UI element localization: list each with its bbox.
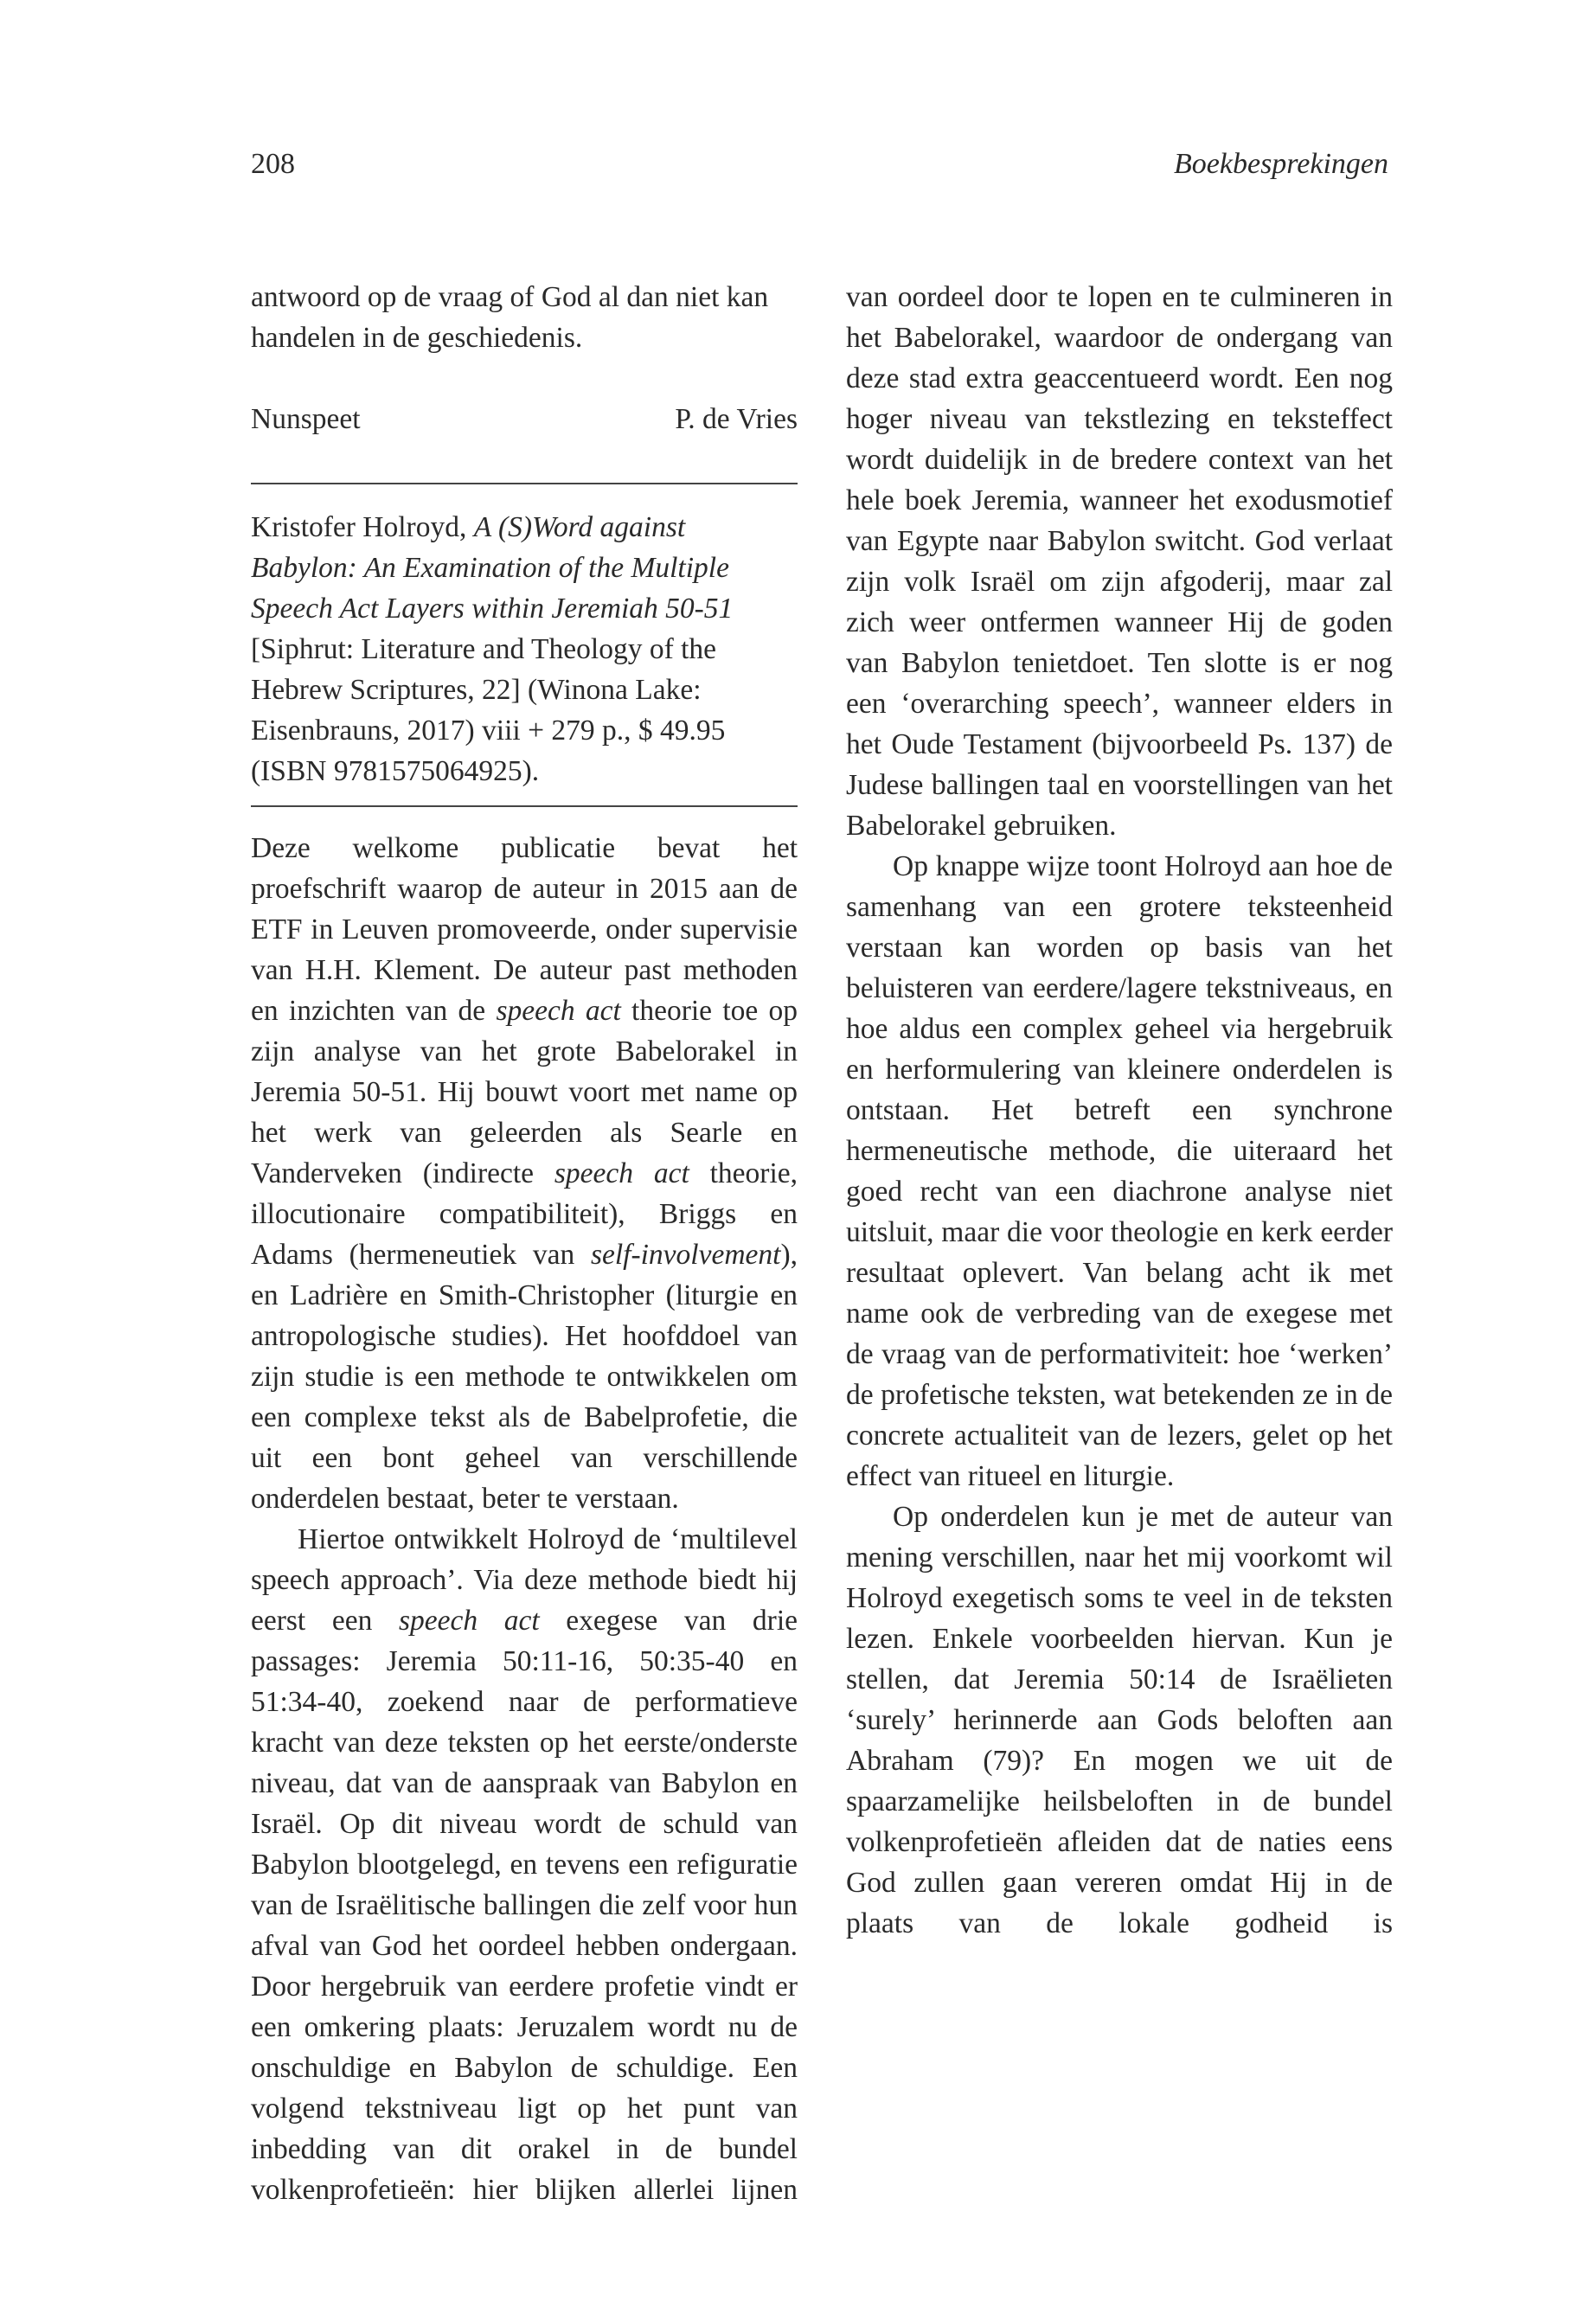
p1-text-g: ), en Ladrière en Smith-Christopher (liturgie en antropologische studies). Het hoofddoel van zijn studie is een methode te ontwikkelen om een complexe tekst als de Babelprofetie, die uit een bont geheel van verschillende onderdelen bestaat, beter te verstaan. bbox=[251, 1239, 798, 1515]
p1-text-e: theorie, illocutionaire compatibiliteit), Briggs en Adams (hermeneutiek van bbox=[251, 1157, 798, 1271]
page-number: 208 bbox=[251, 148, 295, 180]
left-column bbox=[251, 277, 798, 2210]
review-signature bbox=[251, 399, 798, 439]
section-title: Boekbesprekingen bbox=[1174, 148, 1388, 180]
p1-text-a: Deze welkome publicatie bevat het proefschrift waarop de auteur in 2015 aan de ETF in Leuven promoveerde, onder supervisie van H.H. Klement. De auteur past methoden en inzichten van de bbox=[251, 832, 798, 1027]
p2-text-a: Hiertoe ontwikkelt Holroyd de ‘multilevel speech approach’. Via deze methode biedt hij eerst een bbox=[251, 1523, 798, 1637]
bibliographic-entry bbox=[251, 507, 798, 792]
review-paragraph-4: Op onderdelen kun je met de auteur van mening verschillen, naar het mij voorkomt wil Holroyd exegetisch soms te veel in de teksten lezen. Enkele voorbeelden hiervan. Kun je stellen, dat Jeremia 50:14 de Israëlieten ‘surely’ herinnerde aan Gods beloften aan Abraham (79)? En mogen we uit de spaarzamelijke heilsbeloften in de bundel volkenprofetieën afleiden dat de naties eens God zullen gaan vereren omdat Hij in de plaats van de lokale godheid is bbox=[846, 1501, 1393, 1939]
signature-reviewer: P. de Vries bbox=[675, 403, 798, 435]
review-paragraph-1 bbox=[251, 828, 798, 1519]
review-paragraph-2-continued: van oordeel door te lopen en te culmineren in het Babelorakel, waardoor de ondergang van deze stad extra geaccentueerd wordt. Een nog hoger niveau van tekstlezing en teksteffect wordt duidelijk in de bredere context van het hele boek Jeremia, wanneer het exodusmotief van Egypte naar Babylon switcht. God verlaat zijn volk Israël om zijn afgoderij, maar zal zich weer ontfermen wanneer Hij de goden van Babylon tenietdoet. Ten slotte is er nog een ‘overarching speech’, wanneer elders in het Oude Testament (bijvoorbeeld Ps. 137) de Judese ballingen taal en voorstellingen van het Babelorakel gebruiken. bbox=[846, 281, 1393, 842]
signature-place: Nunspeet bbox=[251, 403, 361, 435]
review-paragraph-2-start bbox=[251, 1519, 798, 2210]
review-paragraph-3: Op knappe wijze toont Holroyd aan hoe de samenhang van een grotere teksteenheid verstaan kan worden op basis van het beluisteren van eerdere/lagere tekstniveaus, en hoe aldus een complex geheel via hergebruik en herformulering van kleinere onderdelen is ontstaan. Het betreft een synchrone hermeneutische methode, die uiteraard het goed recht van een diachrone analyse niet uitsluit, maar die voor theologie en kerk eerder resultaat oplevert. Van belang acht ik met name ook de verbreding van de exegese met de vraag van de performativiteit: hoe ‘werken’ de profetische teksten, wat betekenden ze in de concrete actualiteit van de lezers, gelet op het effect van ritueel en liturgie. bbox=[846, 850, 1393, 1492]
p1-term-speech-act-2: speech act bbox=[554, 1157, 689, 1189]
bib-author: Kristofer Holroyd, bbox=[251, 511, 474, 543]
p1-term-self-involvement: self-involvement bbox=[590, 1239, 781, 1271]
p1-term-speech-act-1: speech act bbox=[496, 995, 621, 1027]
previous-review-closing: antwoord op de vraag of God al dan niet kan handelen in de geschiedenis. bbox=[251, 281, 769, 354]
bib-title: A (S)Word against Babylon: An Examination of the Multiple Speech Act Layers within Jeremiah 50-51 bbox=[251, 511, 734, 625]
right-column bbox=[846, 277, 1393, 1944]
divider-top bbox=[251, 483, 798, 484]
p1-text-c: theorie toe op zijn analyse van het grote Babelorakel in Jeremia 50-51. Hij bouwt voort met name op het werk van geleerden als Searle en Vanderveken (indirecte bbox=[251, 995, 798, 1189]
p2-text-c: exegese van drie passages: Jeremia 50:11-16, 50:35-40 en 51:34-40, zoekend naar de performatieve kracht van deze teksten op het eerste/onderste niveau, dat van de aanspraak van Babylon en Israël. Op dit niveau wordt de schuld van Babylon blootgelegd, en tevens een refiguratie van de Israëlitische ballingen die zelf voor hun afval van God het oordeel hebben ondergaan. Door hergebruik van eerdere profetie vindt er een omkering plaats: Jeruzalem wordt nu de onschuldige en Babylon de schuldige. Een volgend tekstniveau ligt op het punt van inbedding van dit orakel in de bundel volkenprofetieën: hier blijken allerlei lijnen bbox=[251, 1605, 798, 2206]
divider-bottom bbox=[251, 805, 798, 807]
p2-term-speech-act: speech act bbox=[398, 1605, 540, 1637]
bib-details: [Siphrut: Literature and Theology of the Hebrew Scriptures, 22] (Winona Lake: Eisenbrauns, 2017) viii + 279 p., $ 49.95 (ISBN 9781575064925). bbox=[251, 633, 726, 787]
